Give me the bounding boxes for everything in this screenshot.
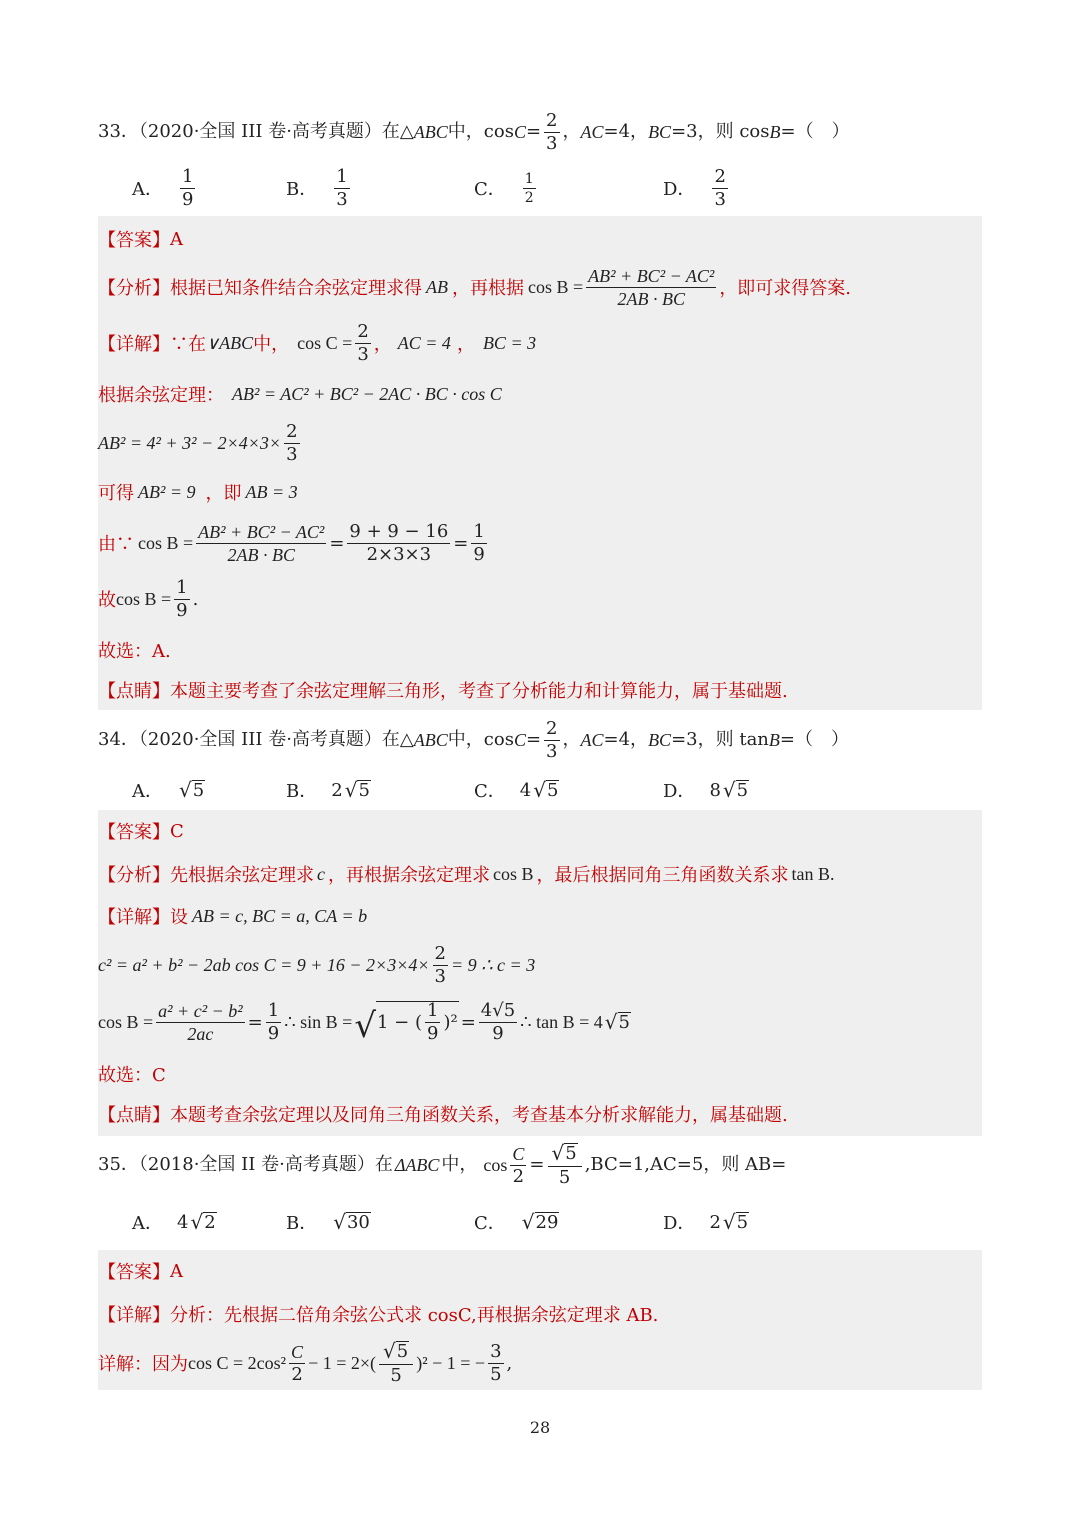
answer-box-35 [98, 1250, 982, 1390]
detail-line: 【详解】 设 AB = c, BC = a, CA = b [98, 905, 368, 928]
option-d: D． 8 √ 5 [663, 778, 749, 803]
option-c: C． √ 29 [474, 1210, 559, 1235]
equation-2: cos B = $\frac{\text{a² + c² − b²}}{2ac}$ = $\frac{1}{9}$ ∴ sin B = √ 1 − ( $\frac{1}{9}$ )² = $\frac{4√5}{9}$ ∴ tan B = 4 √ 5 [98, 999, 630, 1046]
equation-1: c² = a² + b² − 2ab cos C = 9 + 16 − 2×3×4× $\frac{2}{3}$ = 9 ∴ c = 3 [98, 942, 536, 987]
solution-line: 详解：因为 cos C = 2cos² $\frac{C}{2}$ − 1 = 2×( √ 5 5 )² − 1 = − $\frac{3}{5}$ , [98, 1339, 513, 1387]
option-b: B． √ 30 [286, 1210, 370, 1235]
law-line: 根据余弦定理： AB² = AC² + BC² − 2AC · BC · cos C [98, 383, 502, 406]
comment-line: 【点睛】 本题主要考查了余弦定理解三角形，考查了分析能力和计算能力，属于基础题. [98, 681, 788, 702]
answer-line: 【答案】 C [98, 820, 184, 843]
math: B [769, 122, 781, 142]
choice-line: 故选：A. [98, 641, 171, 662]
math: C [513, 122, 526, 142]
answer-line: 【答案】 A [98, 228, 183, 251]
question-33 [98, 109, 982, 154]
options-35 [98, 1202, 982, 1242]
question-text: =（ ） [780, 121, 850, 142]
option-a: A． $\frac{1}{9}$ [132, 165, 194, 210]
question-text: 中，cos [447, 121, 514, 142]
comment-line: 【点睛】 本题考查余弦定理以及同角三角函数关系，考查基本分析求解能力，属基础题. [98, 1105, 788, 1126]
option-d: D． 2 √ 5 [663, 1210, 749, 1235]
cos-b-line: 由∵ cos B = $\frac{\text{AB² + BC² − AC²}}{2AB \cdot BC}$ = $\frac{9 + 9 - 16}{2\times 3\times 3}$ = $\frac{1}{9}$ [98, 520, 485, 565]
fraction: $\frac{2}{3}$ [546, 109, 558, 154]
option-b: B． 2 √ 5 [286, 778, 370, 803]
question-text: =3，则 cos [671, 121, 770, 142]
result-line: 可得 AB² = 9 ，即 AB = 3 [98, 481, 298, 504]
question-35: 35．（2018·全国 II 卷·高考真题）在 ΔABC 中， cos $\frac{C}{2}$ = √ 5 5 ,BC=1,AC=5，则 AB= [98, 1141, 787, 1189]
answer-box-33 [98, 216, 982, 710]
option-c: C． $\frac{1}{2}$ [474, 170, 534, 206]
detail-line: 【详解】 ∵在 ∨ABC 中， cos C = $\frac{2}{3}$ ， AC = 4 ， BC = 3 [98, 320, 537, 365]
page-number: 28 [529, 1418, 551, 1437]
question-text: =4， [603, 121, 649, 142]
option-d: D． $\frac{2}{3}$ [663, 165, 726, 210]
question-text: ， [562, 121, 581, 142]
option-a: A． √ 5 [132, 778, 205, 803]
answer-box-34 [98, 810, 982, 1136]
math: BC [648, 122, 672, 142]
analysis-line: 【分析】 先根据余弦定理求 c ，再根据余弦定理求 cos B ，最后根据同角三角函数关系求 tan B. [98, 863, 835, 886]
analysis-line: 【分析】 根据已知条件结合余弦定理求得 AB ，再根据 cos B = $\frac{\text{AB² + BC² − AC²}}{2AB \cdot BC}$ ，即可求得答案. [98, 265, 852, 309]
math: AC [580, 122, 604, 142]
fraction: $\frac{\text{AB² + BC² − AC²}}{2AB \cdot BC}$ [588, 265, 715, 309]
calc-line: AB² = 4² + 3² − 2×4×3× $\frac{2}{3}$ [98, 420, 298, 465]
options-33 [98, 165, 982, 210]
math: ABC [413, 122, 448, 142]
detail-line: 【详解】 分析：先根据二倍角余弦公式求 cosC,再根据余弦定理求 AB. [98, 1305, 659, 1326]
options-34 [98, 770, 982, 810]
question-text: = [525, 121, 542, 142]
option-a: A． 4 √ 2 [132, 1210, 216, 1235]
answer-line: 【答案】 A [98, 1260, 183, 1283]
square-root: √ 1 − ( $\frac{1}{9}$ )² [354, 1000, 458, 1046]
question-34: 34．（2020·全国 III 卷·高考真题）在△ ABC 中，cos C = $\frac{2}{3}$ ， AC =4， BC =3，则 tan B =（ ） [98, 717, 849, 762]
conclusion-line: 故 cos B = $\frac{1}{9}$ . [98, 576, 199, 621]
choice-line: 故选：C [98, 1065, 166, 1086]
option-b: B． $\frac{1}{3}$ [286, 165, 348, 210]
question-text: 33．（2020·全国 III 卷·高考真题）在△ [98, 121, 414, 142]
option-c: C． 4 √ 5 [474, 778, 559, 803]
